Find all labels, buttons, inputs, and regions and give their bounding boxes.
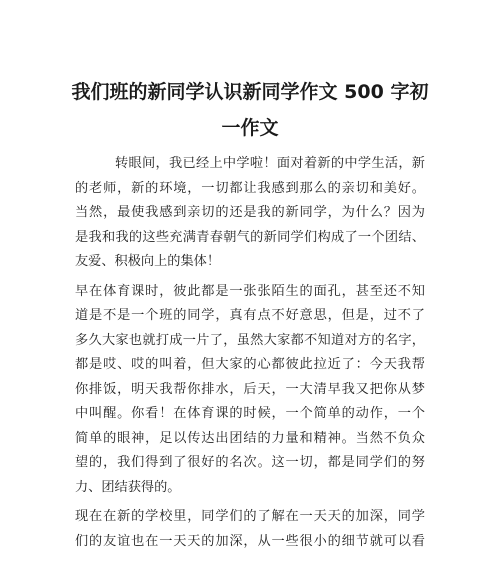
paragraph-2 [75,280,425,501]
text-line: 转眼间，我已经上中学啦！面对着新的中学生活，新 [115,156,425,171]
text-line: 简单的眼神，足以传达出团结的力量和精神。当然不负众 [75,430,425,446]
text-line: 的老师，新的环境，一切都让我感到那么的亲切和美好。 [75,180,425,196]
text-line: 当然，最使我感到亲切的还是我的新同学，为什么？因为 [75,205,425,220]
text-line: 中叫醒。你看！在体育课的时候，一个简单的动作，一个 [75,406,425,421]
text-line: 多久大家也就打成一片了，虽然大家都不知道对方的名字， [75,332,425,348]
title-line-2: 一作文 [221,117,279,139]
document-title [60,74,440,146]
text-line: 友爱、积极向上的集体！ [75,254,221,269]
paragraph-3 [75,505,425,554]
document-body [75,152,425,554]
text-line: 你排饭，明天我帮你排水，后天，一大清早我又把你从梦 [75,381,425,397]
title-line-1: 我们班的新同学认识新同学作文 500 字初 [71,81,429,103]
text-line: 早在体育课时，彼此都是一张张陌生的面孔，甚至还不知 [75,283,425,299]
text-line: 望的，我们得到了很好的名次。这一切，都是同学们的努 [75,455,425,470]
text-line: 们的友谊也在一天天的加深，从一些很小的细节就可以看 [75,533,425,549]
text-line: 都是哎、哎的叫着，但大家的心都彼此拉近了：今天我帮 [75,357,425,372]
paragraph-1 [75,152,425,275]
text-line: 是我和我的这些充满青春朝气的新同学们构成了一个团结、 [75,229,425,245]
text-line: 现在在新的学校里，同学们的了解在一天天的加深，同学 [75,509,425,524]
text-line: 道是不是一个班的同学，真有点不好意思，但是，过不了 [75,308,425,323]
text-line: 力、团结获得的。 [75,479,181,495]
